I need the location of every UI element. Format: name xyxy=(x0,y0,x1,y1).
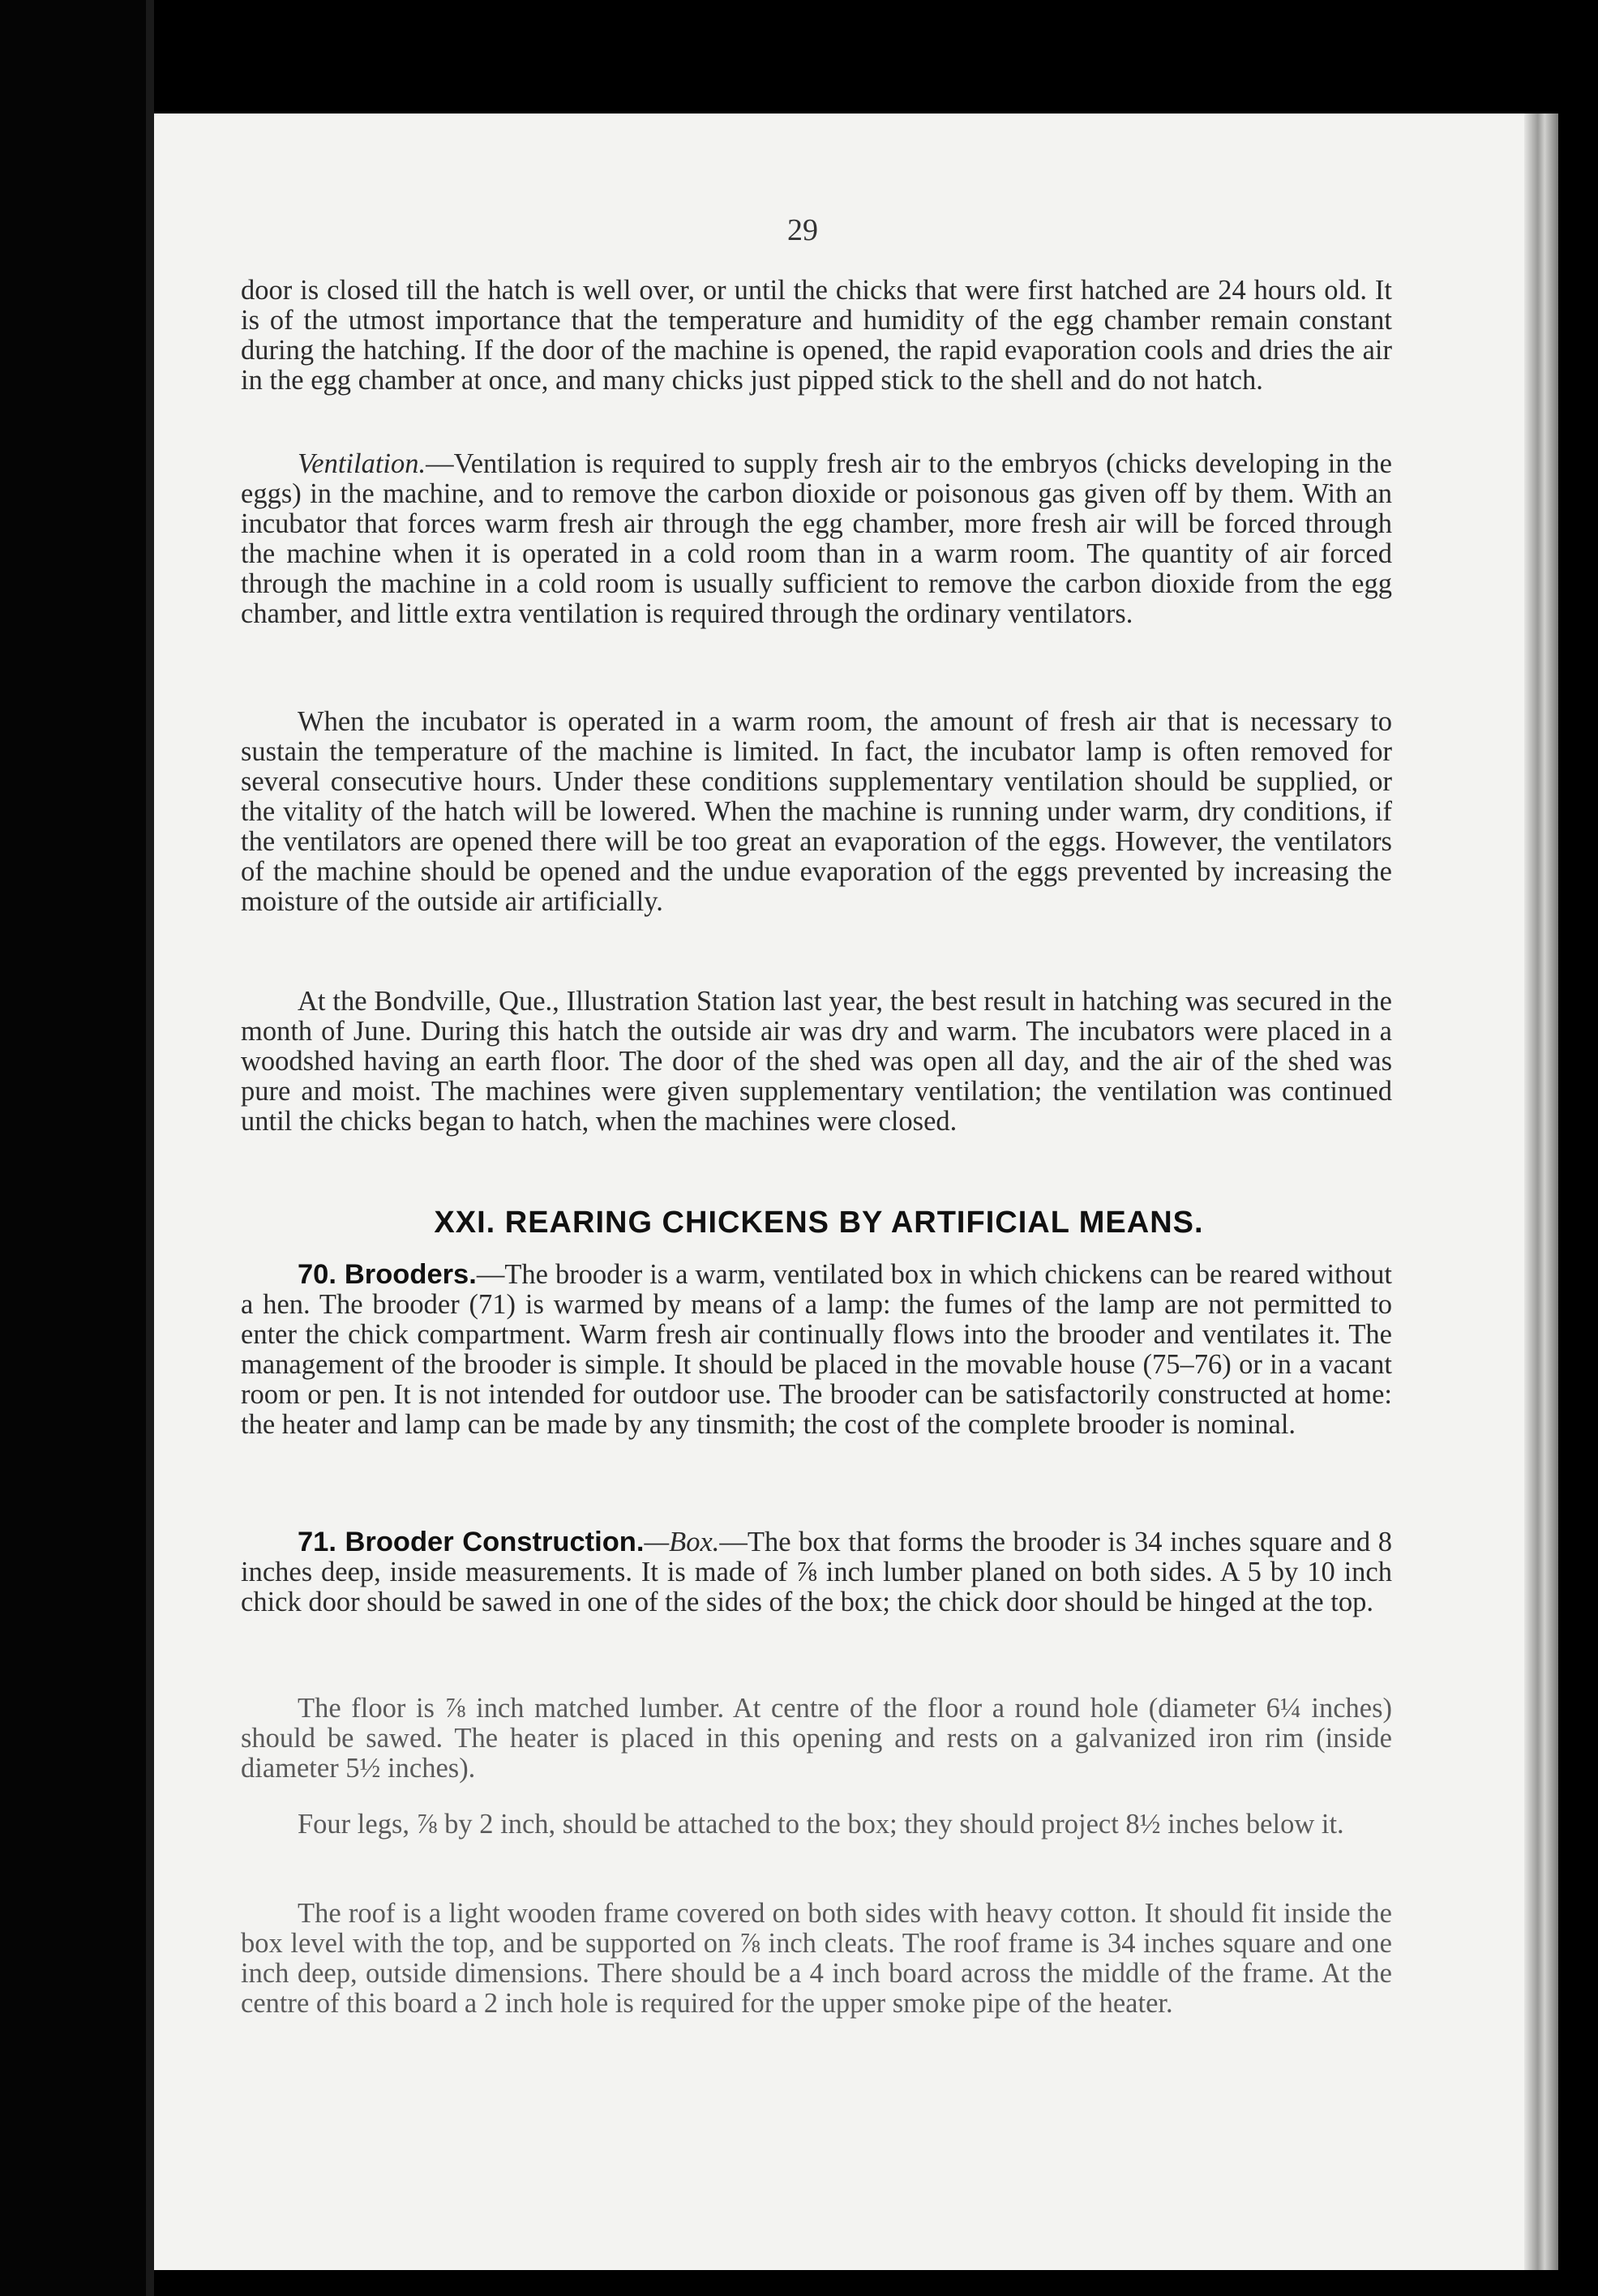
paragraph-lead-brooders: 70. Brooders. xyxy=(298,1259,477,1290)
scan-left-page-edge xyxy=(146,0,154,2296)
paragraph-text: At the Bondville, Que., Illustration Station last year, the best result in hatching was secured in the month of June. During this hatch the outside air was dry and warm. The incubators were placed in a woodshed having an earth floor. The door of the shed was open all day, and the air of the shed was pure and moist. The machines were given supplementary ventilation; the ventilation was continued until the chicks began to hatch, when the machines were closed. xyxy=(241,986,1392,1137)
paragraph-text: Four legs, ⅞ by 2 inch, should be attached to the box; they should project 8½ inches below it. xyxy=(298,1809,1344,1840)
paragraph-text: —The box that forms the brooder is 34 inches square and 8 inches deep, inside measurements. It is made of ⅞ inch lumber planed on both sides. A 5 by 10 inch chick door should be sawed in one of the sides of the box; the chick door should be hinged at the top. xyxy=(241,1527,1392,1617)
page-number: 29 xyxy=(787,213,818,247)
scan-right-page-edge xyxy=(1524,114,1558,2270)
paragraph-ventilation xyxy=(241,449,1392,629)
paragraph-lead-ventilation: Ventilation. xyxy=(298,448,426,479)
paragraph-text: When the incubator is operated in a warm room, the amount of fresh air that is necessary to sustain the temperature of the machine is limited. In fact, the incubator lamp is often removed for several consecutive hours. Under these conditions supplementary ventilation should be supplied, or the vitality of the hatch will be lowered. When the machine is running under warm, dry conditions, if the ventilators are opened there will be too great an evaporation of the eggs. However, the ventilators of the machine should be opened and the undue evaporation of the eggs prevented by increasing the moisture of the outside air artificially. xyxy=(241,706,1392,917)
paragraph-text: The floor is ⅞ inch matched lumber. At centre of the floor a round hole (diameter 6¼ inches) should be sawed. The heater is placed in this opening and rests on a galvanized iron rim (inside diameter 5½ inches). xyxy=(241,1693,1392,1784)
paragraph-brooders xyxy=(241,1260,1392,1440)
paragraph-hatching-door xyxy=(241,276,1392,396)
paragraph-sublead-box: —Box. xyxy=(644,1527,720,1557)
paragraph-floor xyxy=(241,1694,1392,1784)
paragraph-text: door is closed till the hatch is well over, or until the chicks that were first hatched are 24 hours old. It is of the utmost importance that the temperature and humidity of the egg chamber remain constant during the hatching. If the door of the machine is opened, the rapid evaporation cools and dries the air in the egg chamber at once, and many chicks just pipped stick to the shell and do not hatch. xyxy=(241,275,1392,396)
paragraph-text: The roof is a light wooden frame covered on both sides with heavy cotton. It should fit inside the box level with the top, and be supported on ⅞ inch cleats. The roof frame is 34 inches square and one inch deep, outside dimensions. There should be a 4 inch board across the middle of the frame. At the centre of this board a 2 inch hole is required for the upper smoke pipe of the heater. xyxy=(241,1898,1392,2019)
paragraph-legs xyxy=(241,1810,1392,1840)
paragraph-bondville xyxy=(241,987,1392,1137)
paragraph-roof xyxy=(241,1899,1392,2019)
paragraph-brooder-construction xyxy=(241,1527,1392,1617)
paragraph-text: —Ventilation is required to supply fresh air to the embryos (chicks developing in the eggs) in the machine, and to remove the carbon dioxide or poisonous gas given off by them. With an incubator that forces warm fresh air through the egg chamber, more fresh air will be forced through the machine when it is operated in a cold room than in a warm room. The quantity of air forced through the machine in a cold room is usually sufficient to remove the carbon dioxide from the egg chamber, and little extra ventilation is required through the ordinary ventilators. xyxy=(241,448,1392,629)
scan-left-margin xyxy=(0,0,150,2296)
section-heading: XXI. REARING CHICKENS BY ARTIFICIAL MEANS. xyxy=(434,1206,1204,1240)
paragraph-warm-room xyxy=(241,707,1392,917)
paragraph-text: —The brooder is a warm, ventilated box in which chickens can be reared without a hen. The brooder (71) is warmed by means of a lamp: the fumes of the lamp are not permitted to enter the chick compartment. Warm fresh air continually flows into the brooder and ventilates it. The management of the brooder is simple. It should be placed in the movable house (75–76) or in a vacant room or pen. It is not intended for outdoor use. The brooder can be satisfactorily constructed at home: the heater and lamp can be made by any tinsmith; the cost of the complete brooder is nominal. xyxy=(241,1259,1392,1440)
paragraph-lead-construction: 71. Brooder Construction. xyxy=(298,1527,645,1557)
